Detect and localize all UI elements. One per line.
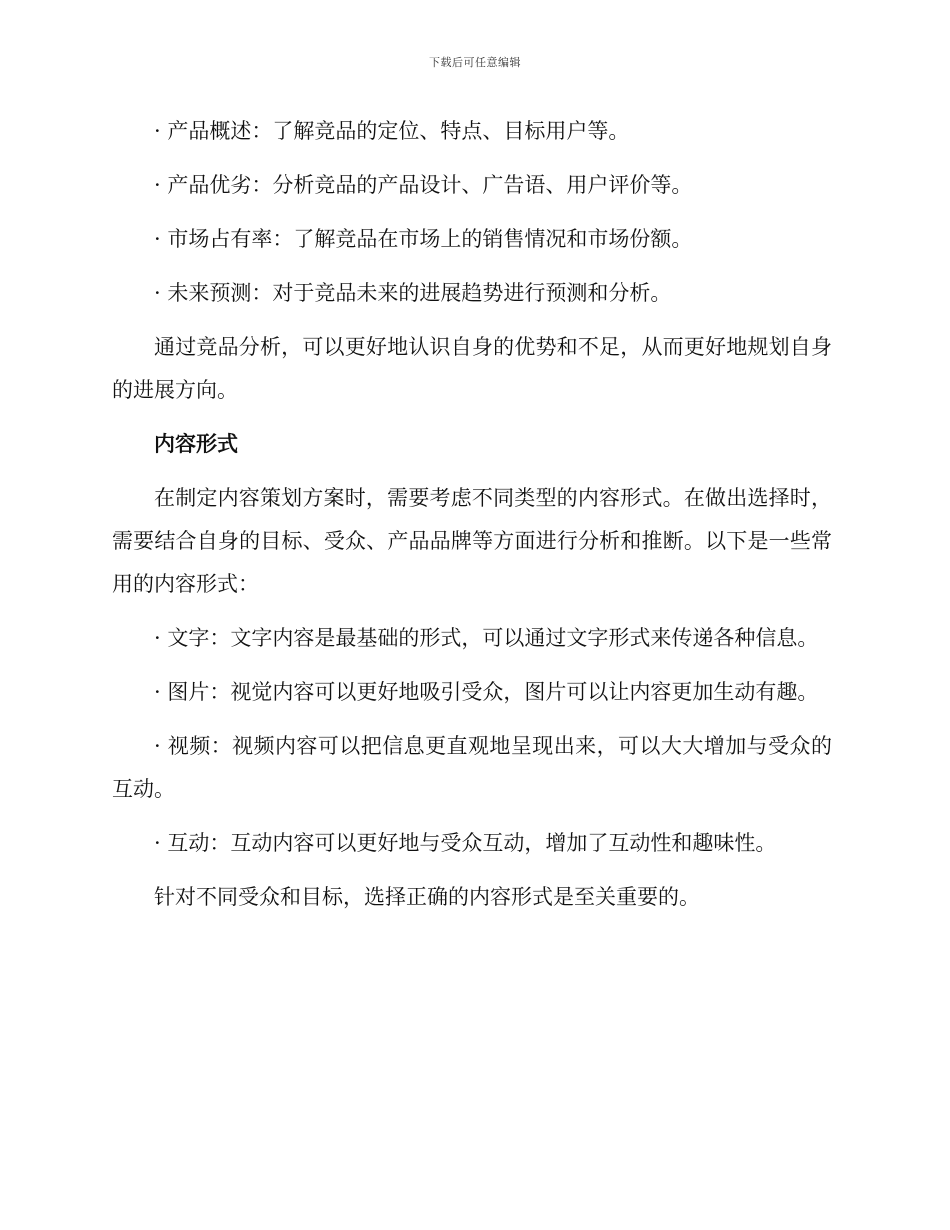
bullet-video: · 视频：视频内容可以把信息更直观地呈现出来，可以大大增加与受众的互动。 [112, 734, 832, 801]
bullet-product-pros-cons: · 产品优劣：分析竞品的产品设计、广告语、用户评价等。 [154, 173, 693, 197]
document-body [112, 110, 832, 930]
bullet-product-overview: · 产品概述：了解竞品的定位、特点、目标用户等。 [154, 119, 630, 143]
page-header: 下载后可任意编辑 [429, 56, 521, 69]
bullet-interactive: · 互动：互动内容可以更好地与受众互动，增加了互动性和趣味性。 [154, 831, 777, 855]
bullet-future-forecast: · 未来预测：对于竞品未来的进展趋势进行预测和分析。 [154, 281, 672, 305]
bullet-market-share: · 市场占有率：了解竞品在市场上的销售情况和市场份额。 [154, 227, 693, 251]
section-heading: 内容形式 [154, 432, 238, 456]
content-form-conclusion: 针对不同受众和目标，选择正确的内容形式是至关重要的。 [154, 885, 700, 909]
competitor-analysis-summary: 通过竞品分析，可以更好地认识自身的优势和不足，从而更好地规划自身的进展方向。 [112, 335, 832, 402]
bullet-image: · 图片：视觉内容可以更好地吸引受众，图片可以让内容更加生动有趣。 [154, 680, 819, 704]
content-form-intro: 在制定内容策划方案时，需要考虑不同类型的内容形式。在做出选择时，需要结合自身的目标、受众、产品品牌等方面进行分析和推断。以下是一些常用的内容形式： [112, 486, 832, 596]
bullet-text: · 文字：文字内容是最基础的形式，可以通过文字形式来传递各种信息。 [154, 626, 819, 650]
